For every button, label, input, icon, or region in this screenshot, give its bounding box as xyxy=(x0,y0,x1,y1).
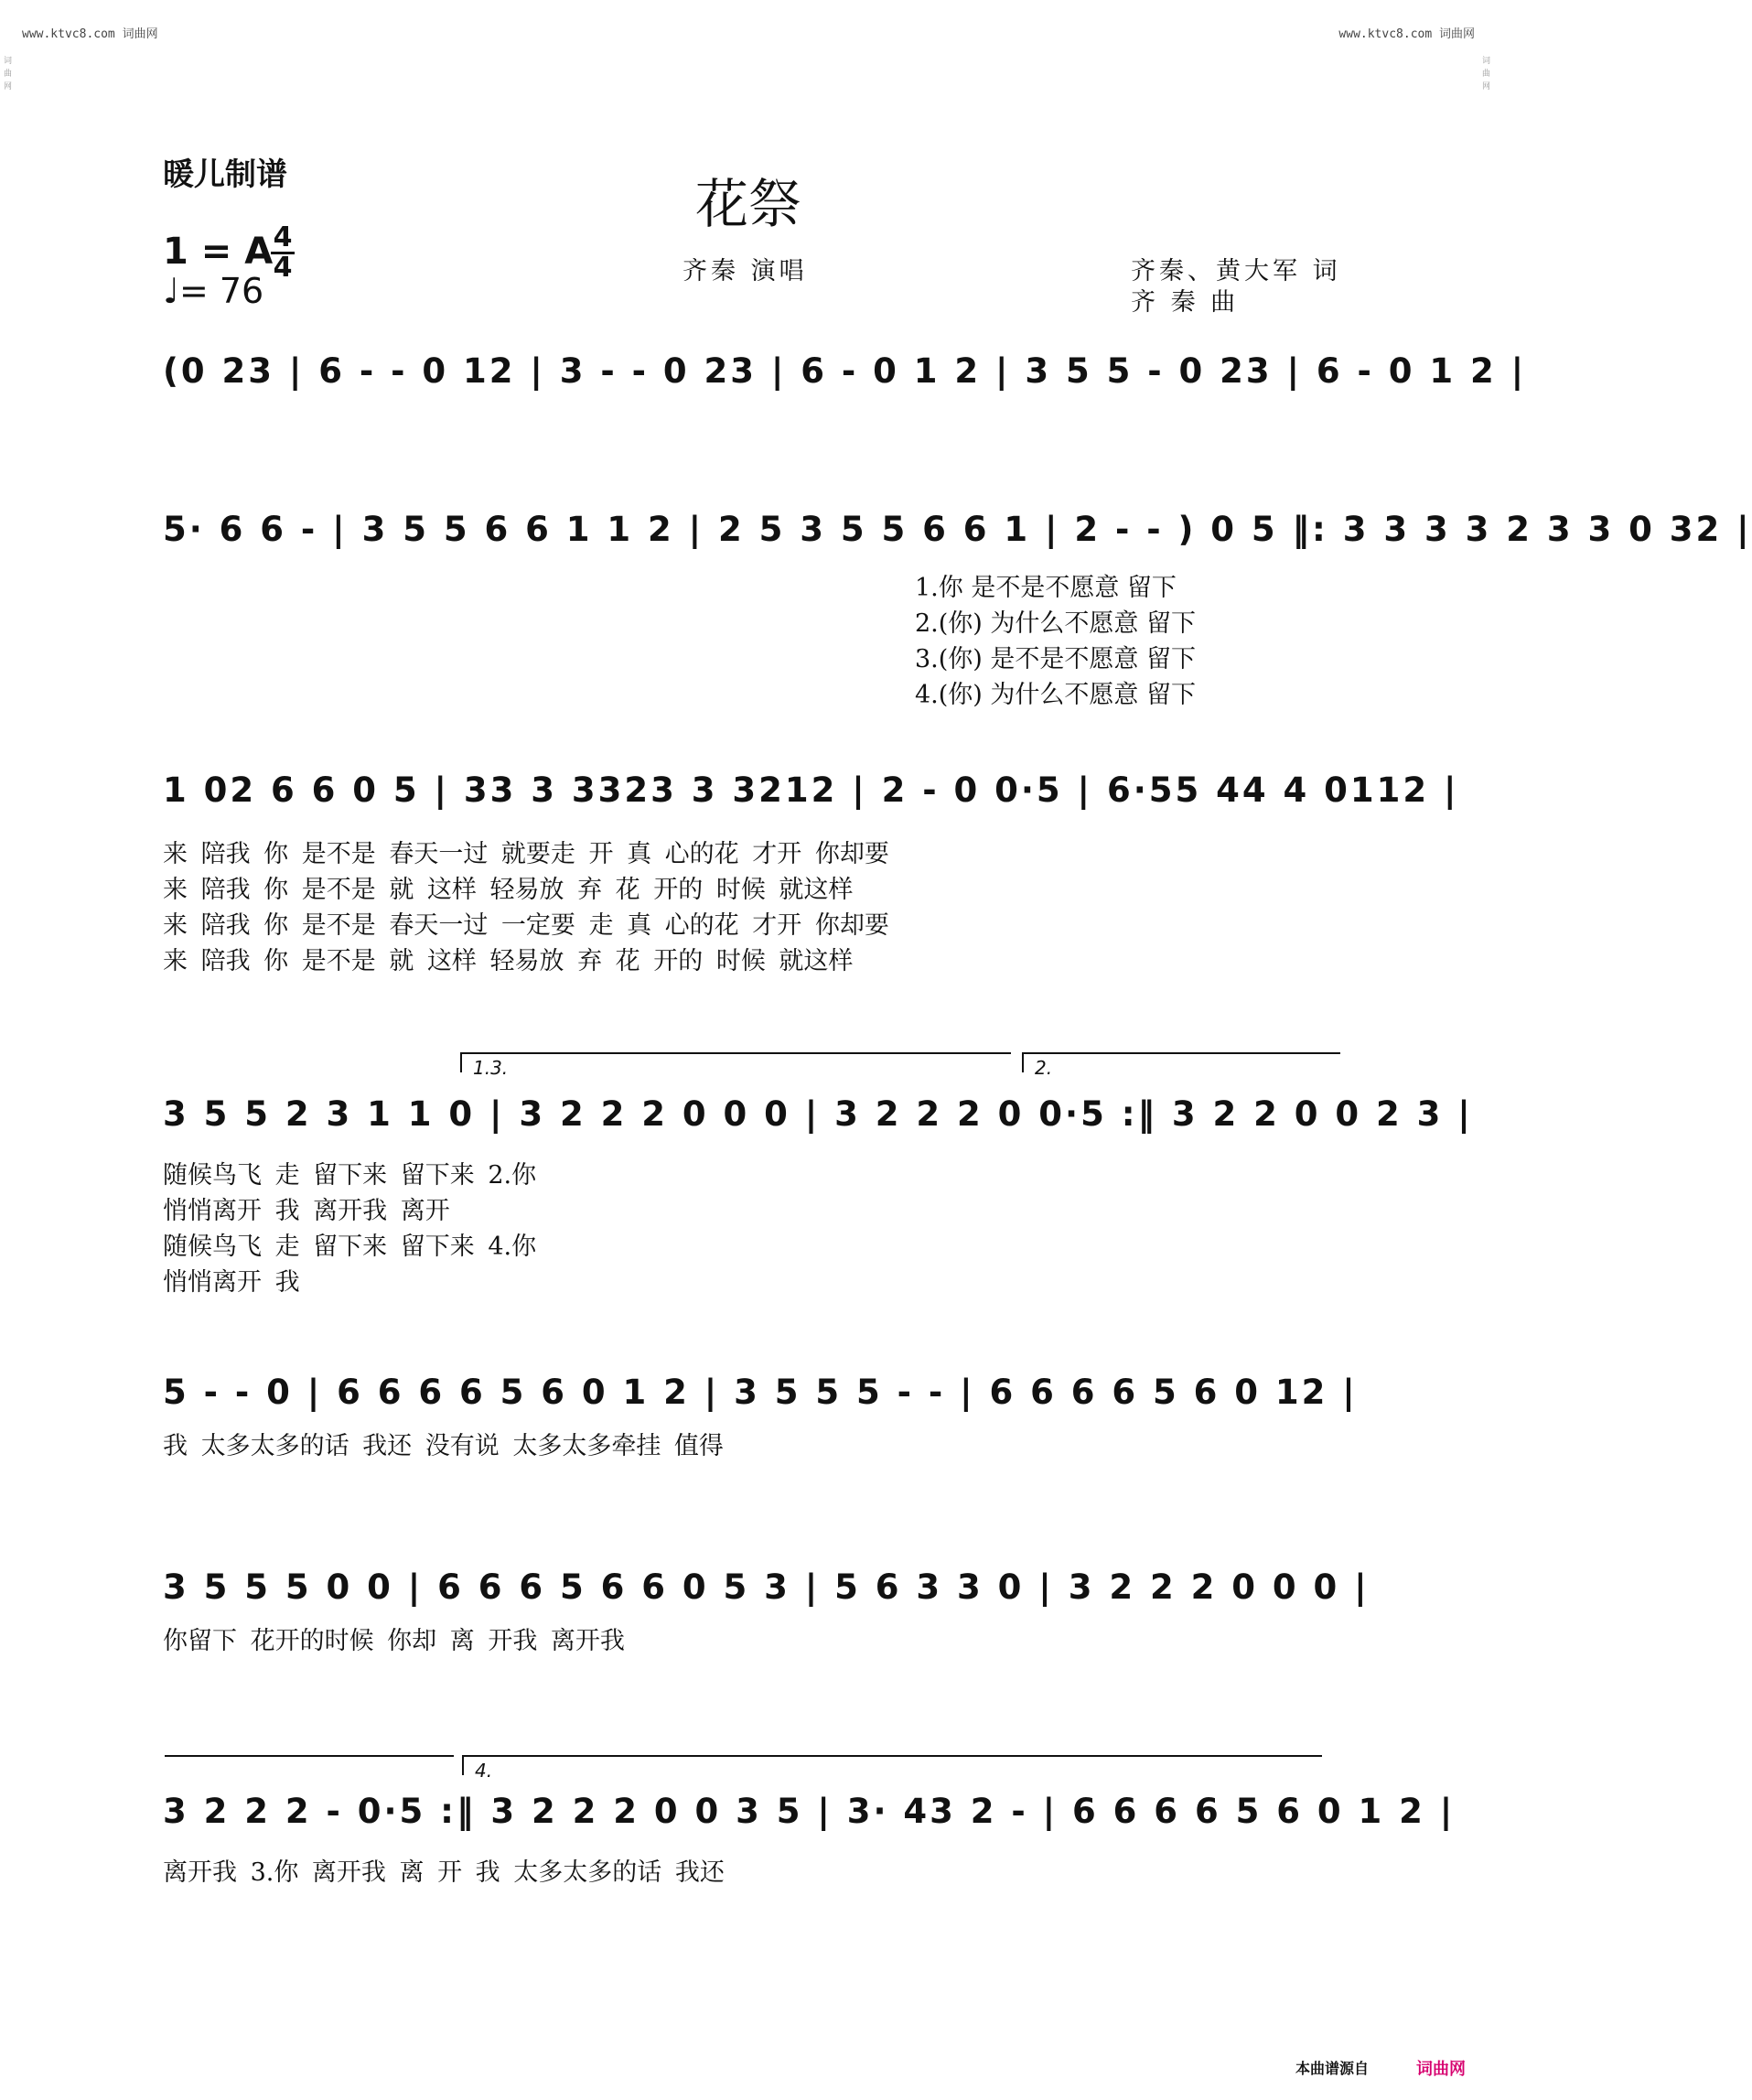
volta-bracket-2 xyxy=(1022,1052,1340,1079)
side-watermark-left: 词曲网 xyxy=(4,57,13,92)
system-4-lyric-3: 随候鸟飞 走 留下来 留下来 4.你 xyxy=(163,1233,537,1261)
key-signature xyxy=(163,221,293,284)
site-url-left: www.ktvc8.com 词曲网 xyxy=(22,27,158,41)
system-2-lyric-3: 3.(你) 是不是不愿意 留下 xyxy=(915,645,1196,673)
volta-bracket-4 xyxy=(462,1755,1322,1782)
time-top: 4 xyxy=(273,221,293,253)
system-1-music: (0 23 | 6 - - 0 12 | 3 - - 0 23 | 6 - 0 1 2 | 3 5 5 - 0 23 | 6 - 0 1 2 | xyxy=(163,351,1527,391)
system-2-lyric-2: 2.(你) 为什么不愿意 留下 xyxy=(915,609,1196,638)
score-maker: 暖儿制谱 xyxy=(163,156,287,193)
system-6-lyric-1: 你留下 花开的时候 你却 离 开我 离开我 xyxy=(163,1627,625,1655)
time-bottom: 4 xyxy=(273,252,293,284)
tempo-marking xyxy=(163,271,263,311)
system-4-music: 3 5 5 2 3 1 1 0 | 3 2 2 2 0 0 0 | 3 2 2 2 0 0·5 :‖ 3 2 2 0 0 2 3 | xyxy=(163,1094,1473,1134)
score-title: 花祭 xyxy=(694,173,801,235)
volta-bracket-1 xyxy=(460,1052,1011,1079)
site-url-right: www.ktvc8.com 词曲网 xyxy=(1338,27,1475,41)
tempo-value: = 76 xyxy=(178,271,264,311)
system-3-lyric-2: 来 陪我 你 是不是 就 这样 轻易放 弃 花 开的 时候 就这样 xyxy=(163,876,854,904)
time-signature xyxy=(271,221,295,284)
system-3-lyric-4: 来 陪我 你 是不是 就 这样 轻易放 弃 花 开的 时候 就这样 xyxy=(163,947,854,975)
system-7-music: 3 2 2 2 - 0·5 :‖ 3 2 2 2 0 0 3 5 | 3· 43 2 - | 6 6 6 6 5 6 0 1 2 | xyxy=(163,1792,1456,1831)
score-singer: 齐秦 演唱 xyxy=(683,257,808,285)
footer-source: 本曲谱源自 xyxy=(1295,2060,1369,2077)
system-6-music: 3 5 5 5 0 0 | 6 6 6 5 6 6 0 5 3 | 5 6 3 3 0 | 3 2 2 2 0 0 0 | xyxy=(163,1567,1370,1607)
score-lyricist: 齐秦、黄大军 词 xyxy=(1131,257,1341,285)
system-5-lyric-1: 我 太多太多的话 我还 没有说 太多太多牵挂 值得 xyxy=(163,1432,724,1460)
system-4-lyric-4: 悄悄离开 我 xyxy=(163,1268,300,1297)
volta-bracket-prev xyxy=(165,1755,454,1775)
system-5-music: 5 - - 0 | 6 6 6 6 5 6 0 1 2 | 3 5 5 5 - - | 6 6 6 6 5 6 0 12 | xyxy=(163,1373,1358,1412)
volta-label-2: 2. xyxy=(1035,1057,1053,1079)
system-2-lyric-4: 4.(你) 为什么不愿意 留下 xyxy=(915,681,1196,709)
score-composer: 齐 秦 曲 xyxy=(1131,288,1240,317)
system-2-music: 5· 6 6 - | 3 5 5 6 6 1 1 2 | 2 5 3 5 5 6 6 1 | 2 - - ) 0 5 ‖: 3 3 3 3 2 3 3 0 32 | xyxy=(163,510,1752,549)
quarter-note-icon: ♩ xyxy=(163,271,179,311)
system-7-lyric-1: 离开我 3.你 离开我 离 开 我 太多太多的话 我还 xyxy=(163,1858,725,1887)
system-3-lyric-3: 来 陪我 你 是不是 春天一过 一定要 走 真 心的花 才开 你却要 xyxy=(163,911,889,940)
system-3-music: 1 02 6 6 0 5 | 33 3 3323 3 3212 | 2 - 0 0·5 | 6·55 44 4 0112 | xyxy=(163,770,1459,810)
volta-label-4: 4. xyxy=(475,1760,493,1782)
key-text: 1 = A xyxy=(163,231,274,273)
system-4-lyric-2: 悄悄离开 我 离开我 离开 xyxy=(163,1197,450,1225)
system-3-lyric-1: 来 陪我 你 是不是 春天一过 就要走 开 真 心的花 才开 你却要 xyxy=(163,840,889,868)
footer-logo[interactable]: 词曲网 xyxy=(1416,2060,1466,2079)
system-4-lyric-1: 随候鸟飞 走 留下来 留下来 2.你 xyxy=(163,1161,537,1190)
volta-label-1: 1.3. xyxy=(473,1057,509,1079)
system-2-lyric-1: 1.你 是不是不愿意 留下 xyxy=(915,574,1177,602)
side-watermark-right: 词曲网 xyxy=(1482,57,1491,92)
